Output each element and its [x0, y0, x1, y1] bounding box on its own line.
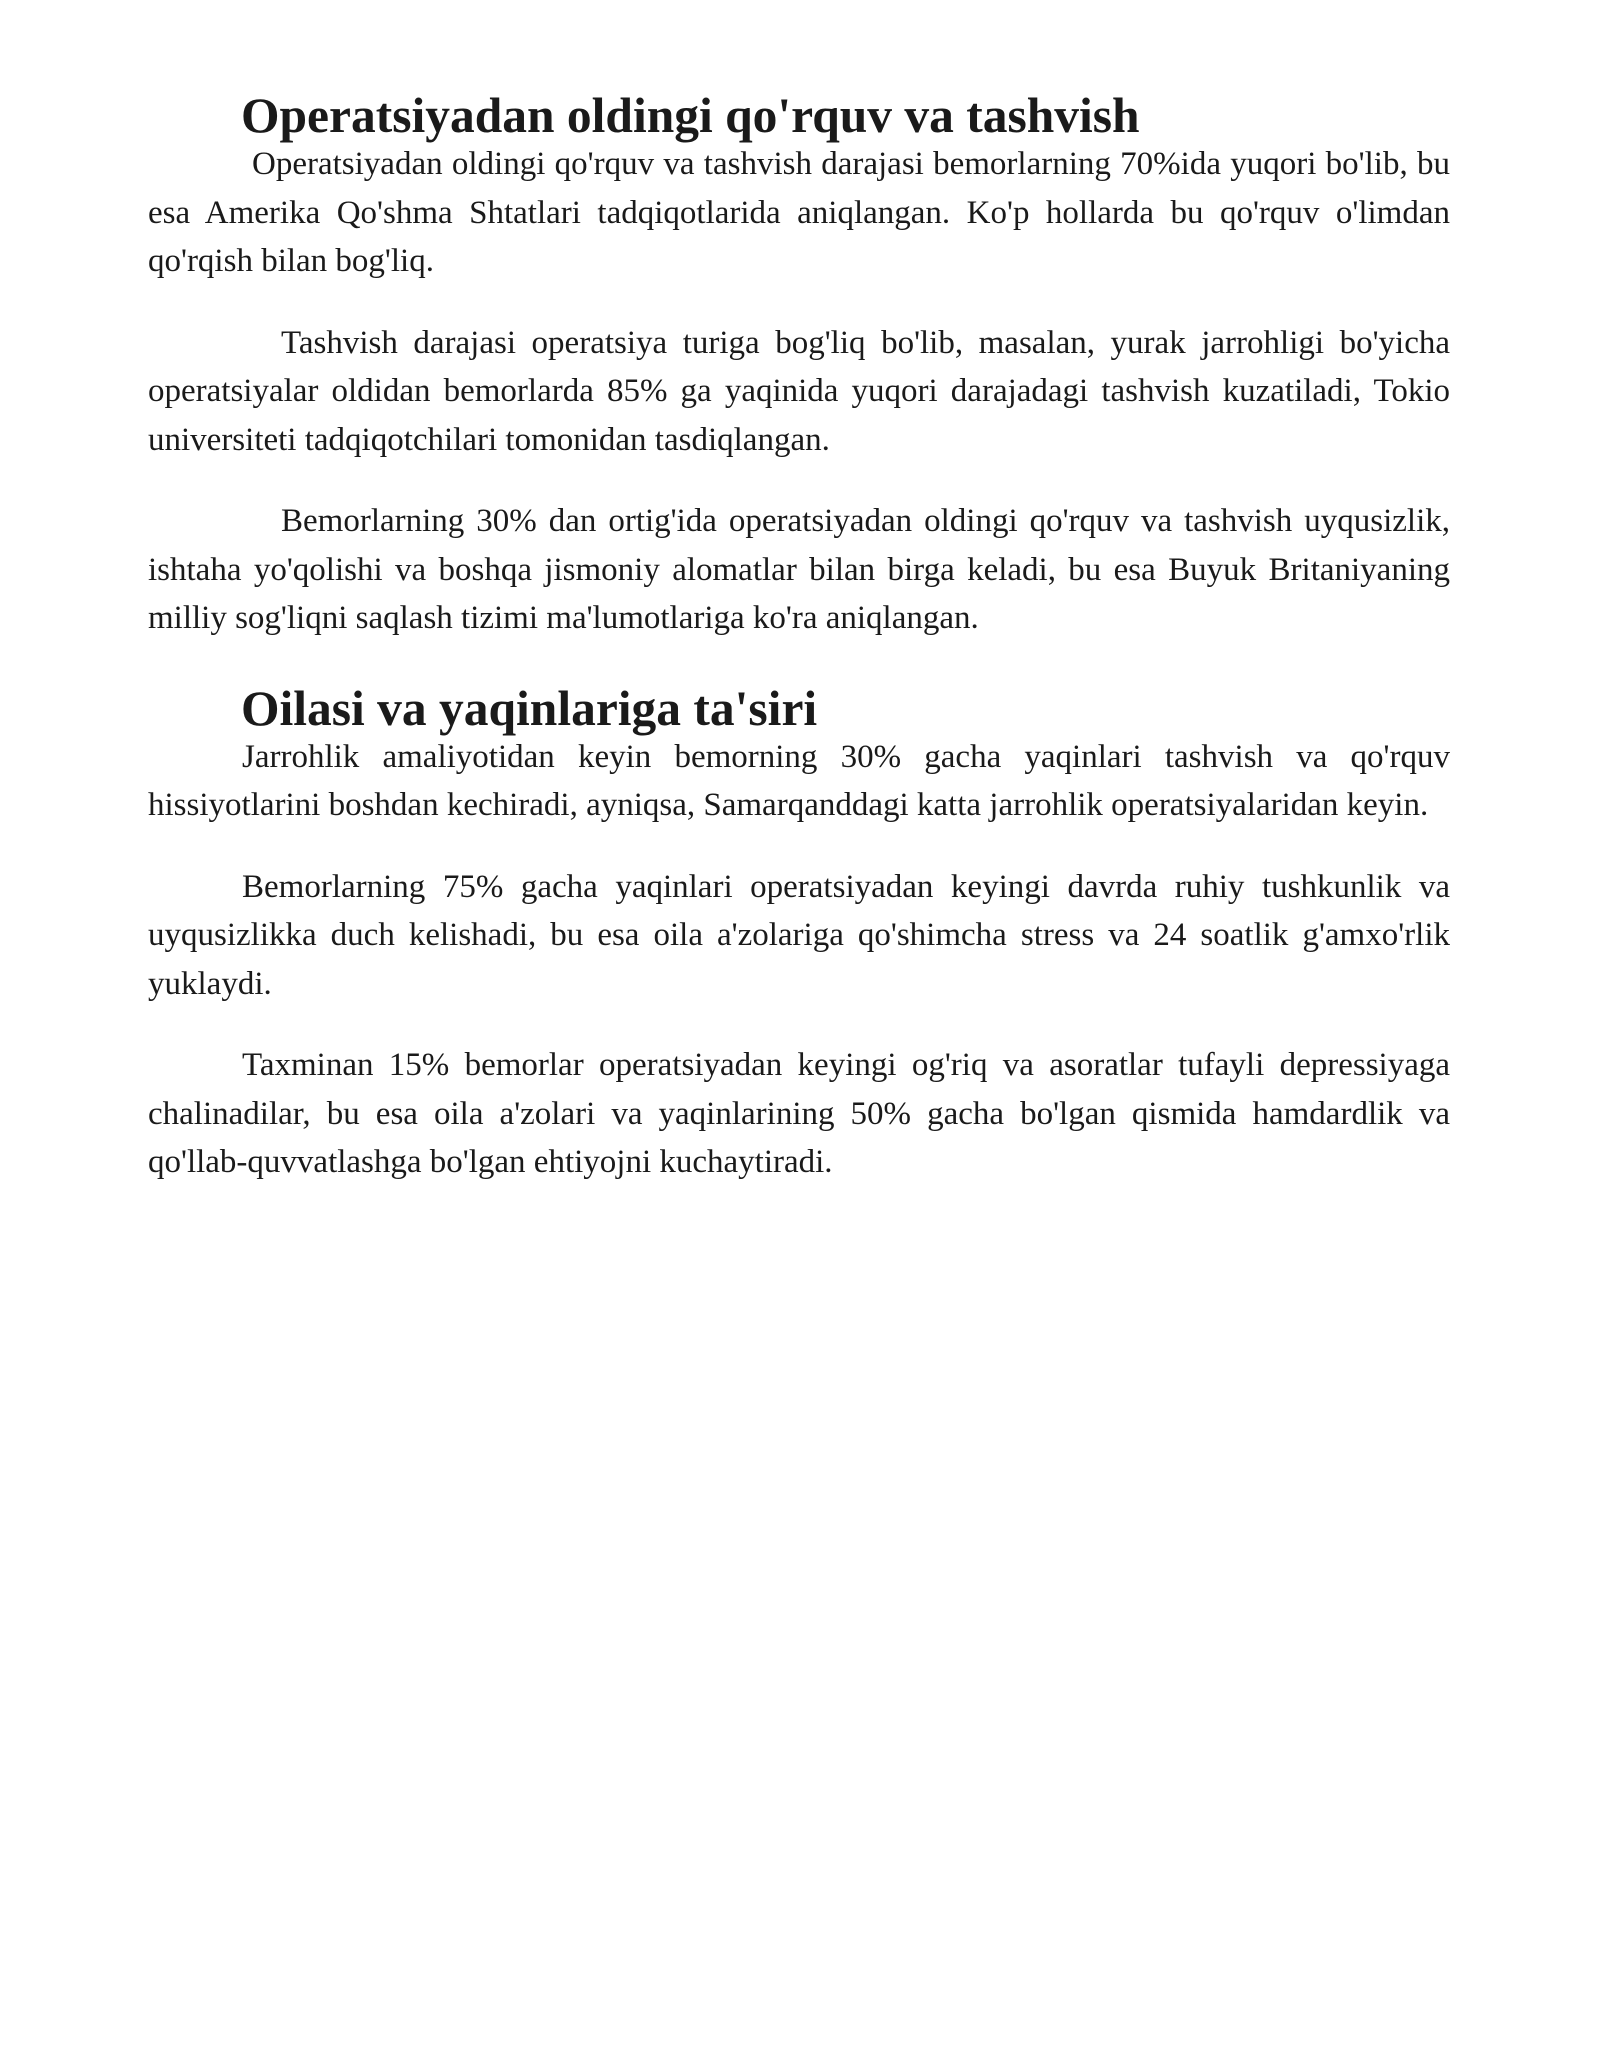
paragraph-spacer	[148, 286, 1450, 319]
section-heading-preoperative-fear: Operatsiyadan oldingi qo'rquv va tashvish	[241, 88, 1140, 143]
section-heading-family-impact: Oilasi va yaqinlariga ta'siri	[241, 680, 818, 736]
paragraph-relatives-depression: Bemorlarning 75% gacha yaqinlari operatsiyadan keyingi davrda ruhiy tushkunlik va uyqusizlikka duch kelishadi, bu esa oila a'zolariga qo'shimcha stress va 24 soatlik g'amxo'rlik yuklaydi.	[148, 868, 1450, 1002]
paragraph-relatives-anxiety: Jarrohlik amaliyotidan keyin bemorning 30% gacha yaqinlari tashvish va qo'rquv hissiyotlarini boshdan kechiradi, ayniqsa, Samarqanddagi katta jarrohlik operatsiyalaridan keyin.	[148, 738, 1450, 823]
paragraph-patient-depression: Taxminan 15% bemorlar operatsiyadan keyingi og'riq va asoratlar tufayli depressiyaga chalinadilar, bu esa oila a'zolari va yaqinlarining 50% gacha bo'lgan qismida hamdardlik va qo'llab-quvvatlashga bo'lgan ehtiyojni kuchaytiradi.	[148, 1047, 1450, 1180]
paragraph-spacer	[148, 1008, 1450, 1041]
paragraph-preop-anxiety-rate: Operatsiyadan oldingi qo'rquv va tashvish darajasi bemorlarning 70%ida yuqori bo'lib, bu esa Amerika Qo'shma Shtatlari tadqiqotlarida aniqlangan. Ko'p hollarda bu qo'rquv o'limdan qo'rqish bilan bog'liq.	[148, 146, 1450, 279]
paragraph-spacer	[148, 464, 1450, 497]
paragraph-spacer	[148, 830, 1450, 863]
document-page	[148, 88, 1450, 1187]
section-spacer	[148, 643, 1450, 685]
paragraph-anxiety-by-surgery-type: Tashvish darajasi operatsiya turiga bog'liq bo'lib, masalan, yurak jarrohligi bo'yicha operatsiyalar oldidan bemorlarda 85% ga yaqinida yuqori darajadagi tashvish kuzatiladi, Tokio universiteti tadqiqotchilari tomonidan tasdiqlangan.	[148, 324, 1450, 458]
paragraph-physical-symptoms: Bemorlarning 30% dan ortig'ida operatsiyadan oldingi qo'rquv va tashvish uyqusizlik, ishtaha yo'qolishi va boshqa jismoniy alomatlar bilan birga keladi, bu esa Buyuk Britaniyaning milliy sog'liqni saqlash tizimi ma'lumotlariga ko'ra aniqlangan.	[148, 503, 1450, 636]
